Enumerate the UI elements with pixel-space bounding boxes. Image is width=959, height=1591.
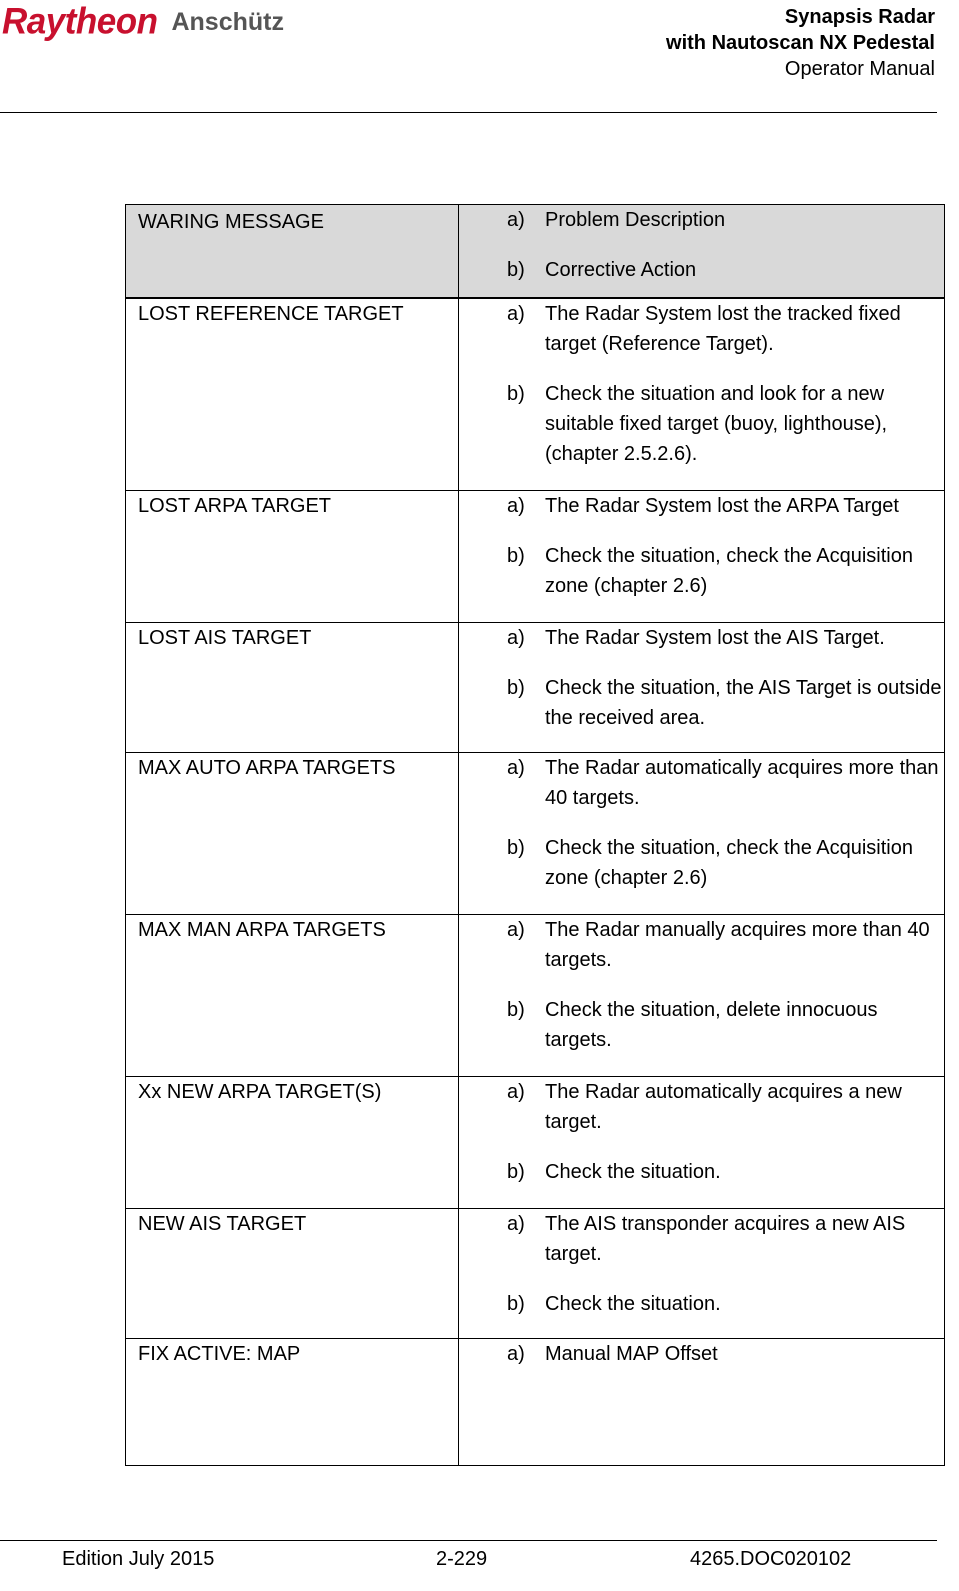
table-row — [126, 622, 945, 752]
item-label: a) — [507, 756, 525, 779]
warning-message: FIX ACTIVE: MAP — [138, 1342, 301, 1365]
warning-message: LOST REFERENCE TARGET — [138, 303, 404, 325]
logo-sub-brand: Anschütz — [171, 7, 284, 36]
problem-description — [507, 915, 944, 975]
corrective-action — [507, 1157, 944, 1187]
item-label: b) — [507, 544, 525, 567]
message-cell — [126, 1208, 459, 1338]
message-cell — [126, 490, 459, 622]
warning-message-table — [125, 204, 945, 1466]
item-label: a) — [507, 303, 525, 325]
problem-description — [507, 491, 944, 521]
document-header — [666, 4, 935, 82]
header-title-line2: with Nautoscan NX Pedestal — [666, 32, 935, 54]
item-text: The Radar automatically acquires more than 40 targets. — [545, 756, 939, 809]
item-label: a) — [507, 918, 525, 941]
item-text: Check the situation. — [545, 1160, 721, 1183]
item-text: Corrective Action — [545, 259, 697, 281]
description-cell — [459, 1338, 945, 1465]
footer-edition: Edition July 2015 — [62, 1548, 215, 1570]
description-cell — [459, 622, 945, 752]
item-text: The Radar manually acquires more than 40 targets. — [545, 918, 930, 971]
header-title-line1: Synapsis Radar — [784, 6, 935, 28]
item-text: Check the situation. — [545, 1292, 721, 1315]
item-text: The Radar System lost the ARPA Target — [545, 494, 899, 517]
corrective-action — [507, 673, 944, 733]
item-label: a) — [507, 1080, 525, 1103]
header-item — [507, 205, 944, 235]
corrective-action — [507, 833, 944, 893]
warning-message: MAX MAN ARPA TARGETS — [138, 918, 386, 941]
problem-description — [507, 1209, 944, 1269]
header-message-label: WARING MESSAGE — [138, 211, 324, 233]
item-text: Manual MAP Offset — [545, 1342, 718, 1365]
message-cell — [126, 752, 459, 914]
item-label: a) — [507, 1212, 525, 1235]
header-divider — [0, 112, 937, 113]
header-item — [507, 255, 944, 285]
item-label: b) — [507, 998, 525, 1021]
item-text: Check the situation, check the Acquisition zone (chapter 2.6) — [545, 544, 913, 597]
footer-page-number: 2-229 — [436, 1548, 488, 1570]
warning-message: NEW AIS TARGET — [138, 1212, 307, 1235]
table-row — [126, 490, 945, 622]
problem-description — [507, 1339, 944, 1369]
item-label: b) — [507, 1160, 525, 1183]
description-cell — [459, 914, 945, 1076]
item-text: The Radar automatically acquires a new target. — [545, 1080, 902, 1133]
table-row — [126, 298, 945, 490]
description-cell — [459, 490, 945, 622]
company-logo — [2, 0, 284, 44]
item-label: b) — [507, 676, 525, 699]
item-label: b) — [507, 259, 525, 281]
corrective-action — [507, 1289, 944, 1319]
item-label: b) — [507, 383, 525, 405]
description-cell — [459, 1076, 945, 1208]
item-text: Check the situation, check the Acquisition zone (chapter 2.6) — [545, 836, 913, 889]
description-cell — [459, 1208, 945, 1338]
corrective-action — [507, 379, 944, 469]
table-row — [126, 1076, 945, 1208]
item-text: Check the situation, the AIS Target is outside the received area. — [545, 676, 942, 729]
message-cell — [126, 622, 459, 752]
item-label: a) — [507, 494, 525, 517]
warning-message: MAX AUTO ARPA TARGETS — [138, 756, 396, 779]
problem-description — [507, 299, 944, 359]
message-cell — [126, 1338, 459, 1465]
table-row — [126, 752, 945, 914]
problem-description — [507, 1077, 944, 1137]
item-text: Check the situation, delete innocuous targets. — [545, 998, 878, 1051]
warning-message: LOST AIS TARGET — [138, 626, 312, 649]
warning-message: Xx NEW ARPA TARGET(S) — [138, 1080, 382, 1103]
corrective-action — [507, 995, 944, 1055]
item-label: b) — [507, 1292, 525, 1315]
corrective-action — [507, 541, 944, 601]
item-label: b) — [507, 836, 525, 859]
problem-description — [507, 753, 944, 813]
header-cell-message — [126, 205, 459, 299]
message-cell — [126, 1076, 459, 1208]
message-cell — [126, 914, 459, 1076]
table-row — [126, 1208, 945, 1338]
footer-doc-number: 4265.DOC020102 — [690, 1548, 852, 1570]
footer-divider — [0, 1540, 937, 1541]
item-label: a) — [507, 209, 525, 231]
header-title-line3: Operator Manual — [784, 58, 935, 80]
item-text: Problem Description — [545, 209, 726, 231]
problem-description — [507, 623, 944, 653]
header-cell-description — [459, 205, 945, 299]
item-label: a) — [507, 1342, 525, 1365]
table-header-row — [126, 205, 945, 299]
item-text: The Radar System lost the tracked fixed target (Reference Target). — [545, 303, 901, 355]
warning-message: LOST ARPA TARGET — [138, 494, 332, 517]
description-cell — [459, 752, 945, 914]
table-row — [126, 1338, 945, 1465]
item-label: a) — [507, 626, 525, 649]
message-cell — [126, 298, 459, 490]
item-text: Check the situation and look for a new suitable fixed target (buoy, lighthouse), (chapter 2.5.2.6). — [545, 383, 888, 465]
item-text: The AIS transponder acquires a new AIS target. — [545, 1212, 906, 1265]
item-text: The Radar System lost the AIS Target. — [545, 626, 885, 649]
logo-brand: Raytheon — [2, 1, 158, 42]
table-row — [126, 914, 945, 1076]
description-cell — [459, 298, 945, 490]
